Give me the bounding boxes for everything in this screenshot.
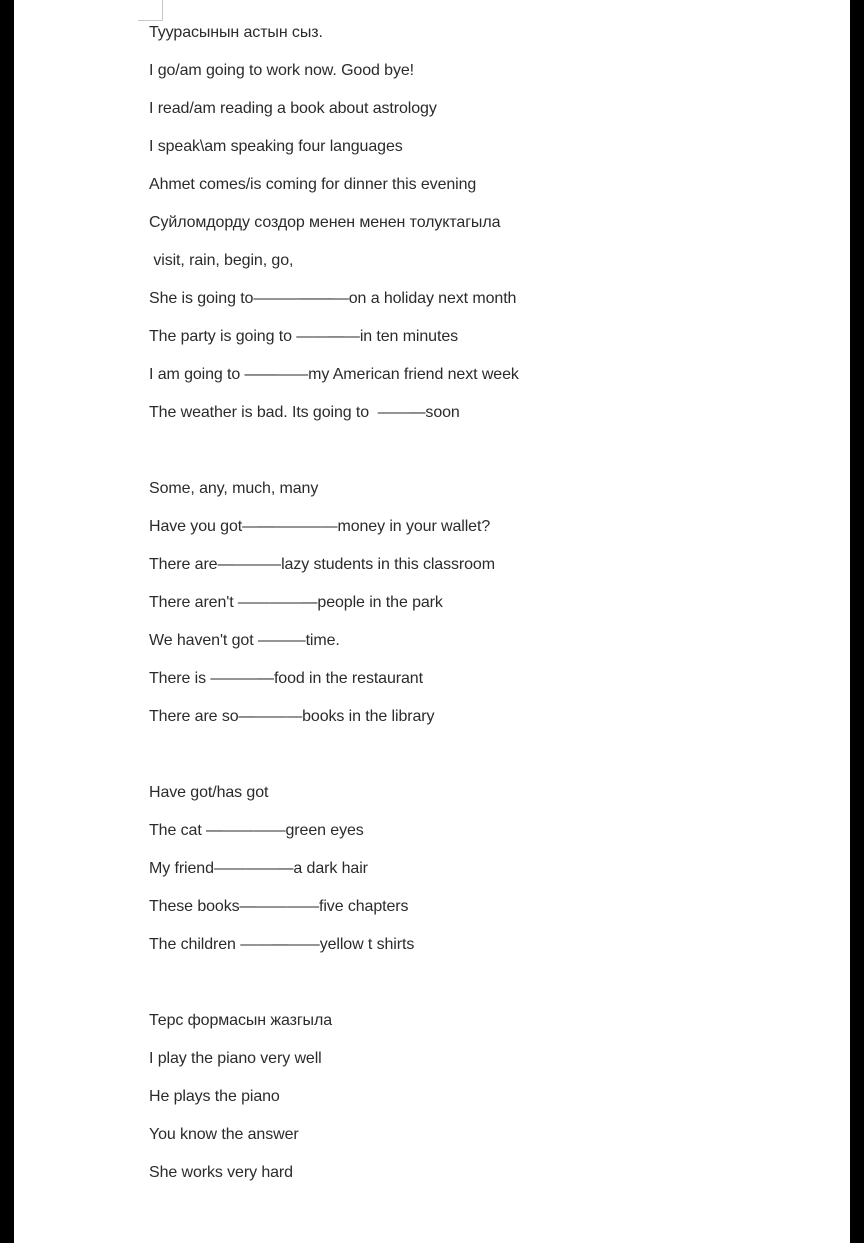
section-underline-exercise	[149, 22, 829, 440]
exercise-line: She works very hard	[149, 1164, 293, 1181]
exercise-line: The children —————yellow t shirts	[149, 936, 415, 953]
exercise-line: My friend—————a dark hair	[149, 860, 368, 877]
section-negative-form	[149, 1010, 829, 1200]
section-heading: Туурасынын астын сыз.	[149, 24, 323, 41]
exercise-line: There aren't —————people in the park	[149, 594, 443, 611]
word-bank: visit, rain, begin, go,	[149, 252, 294, 269]
exercise-line: He plays the piano	[149, 1088, 280, 1105]
exercise-line: The party is going to ————in ten minutes	[149, 328, 459, 345]
section-heading: Суйломдорду создор менен менен толуктагыла	[149, 214, 501, 231]
exercise-line: There is ————food in the restaurant	[149, 670, 423, 687]
section-heading: Терс формасын жазгыла	[149, 1012, 332, 1029]
exercise-line: The weather is bad. Its going to ———soon	[149, 404, 460, 421]
exercise-line: I am going to ————my American friend next week	[149, 366, 519, 383]
exercise-line: We haven't got ———time.	[149, 632, 340, 649]
exercise-line: There are————lazy students in this classroom	[149, 556, 495, 573]
document-page	[14, 0, 850, 1243]
exercise-line: I speak\am speaking four languages	[149, 138, 403, 155]
exercise-line: The cat —————green eyes	[149, 822, 364, 839]
exercise-line: I go/am going to work now. Good bye!	[149, 62, 415, 79]
exercise-line: Ahmet comes/is coming for dinner this evening	[149, 176, 477, 193]
exercise-line: There are so————books in the library	[149, 708, 435, 725]
exercise-line: I read/am reading a book about astrology	[149, 100, 437, 117]
section-quantifiers	[149, 478, 829, 744]
document-content	[149, 22, 829, 1200]
exercise-line: I play the piano very well	[149, 1050, 322, 1067]
exercise-line: She is going to——————on a holiday next month	[149, 290, 517, 307]
exercise-line: You know the answer	[149, 1126, 299, 1143]
section-have-got	[149, 782, 829, 972]
exercise-line: These books—————five chapters	[149, 898, 409, 915]
section-heading: Have got/has got	[149, 784, 269, 801]
section-heading: Some, any, much, many	[149, 480, 319, 497]
page-corner-marker	[138, 0, 163, 21]
exercise-line: Have you got——————money in your wallet?	[149, 518, 491, 535]
